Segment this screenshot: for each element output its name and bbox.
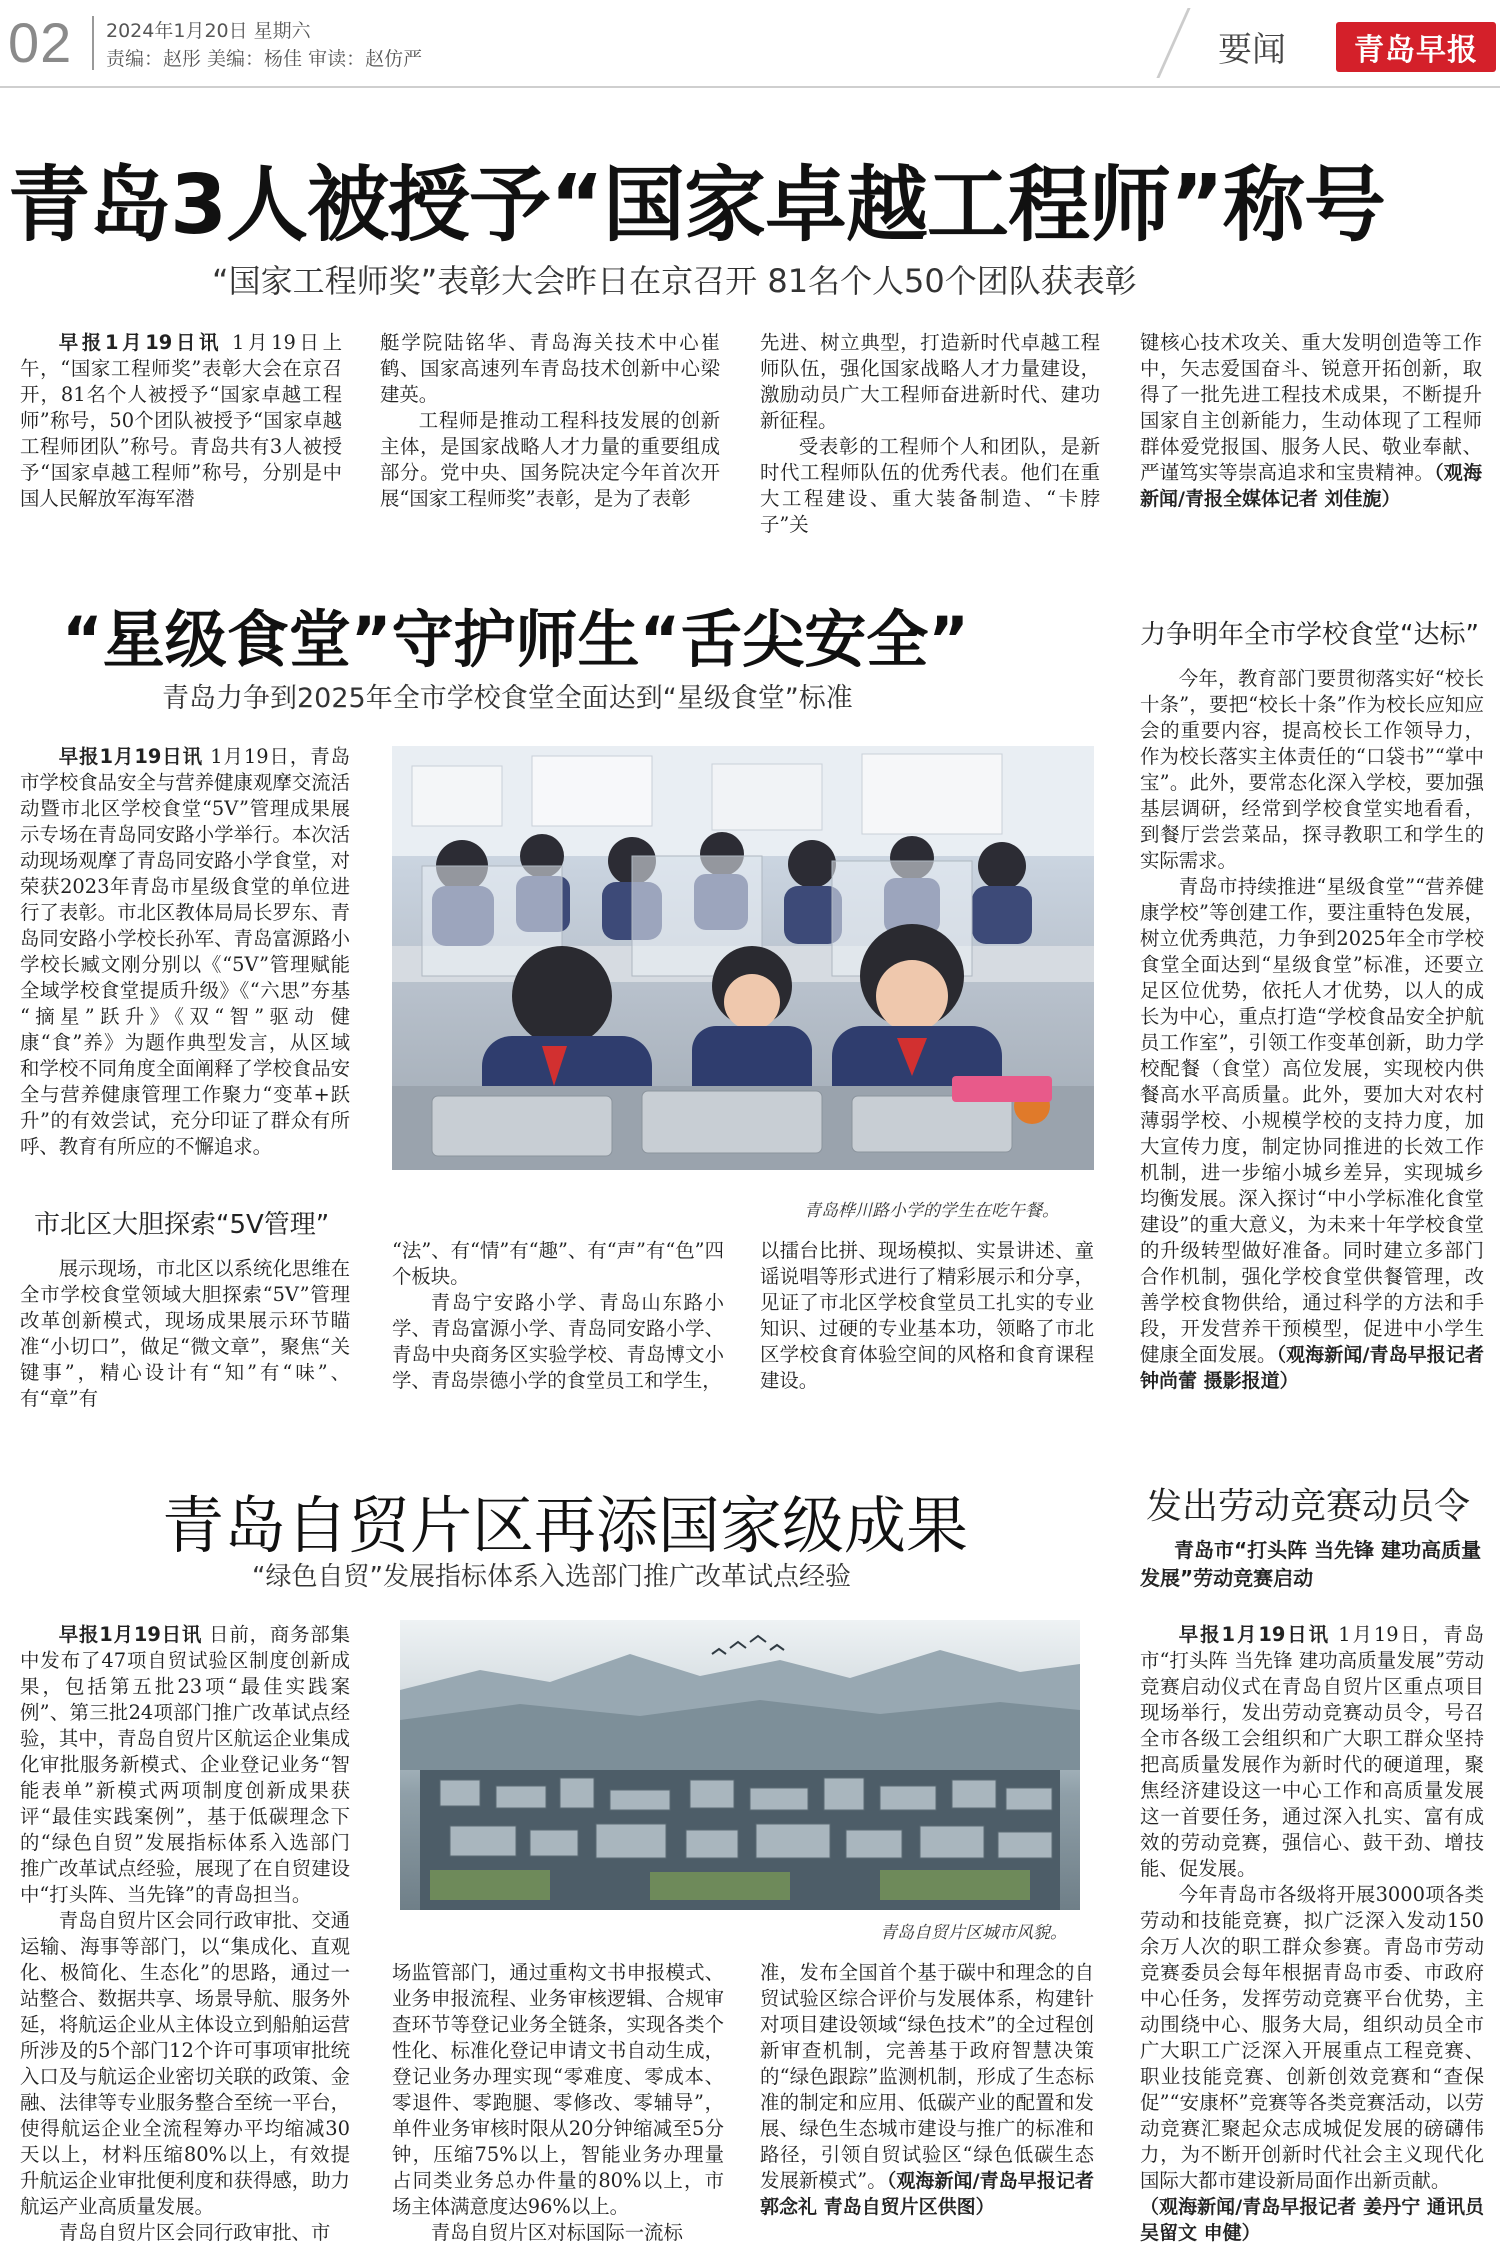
canteen-credit: （观海新闻/青岛早报记者 钟尚蕾 摄影报道） (1140, 1344, 1485, 1392)
canteen-column-3 (760, 1238, 1094, 1392)
ftz-headline: 青岛自贸片区再添国家级成果 (162, 1489, 969, 1562)
dateline: 早报1月19日讯 (58, 331, 223, 354)
ftz-col3-text: 准，发布全国首个基于碳中和理念的自贸试验区综合评价与发展体系，构建针对项目建设领域“绿色技术”的全过程创新审查机制，完善基于政府智慧决策的“绿色跟踪”监测机制，形成了生态标准的制定和应用、低碳产业的配置和发展、绿色生态城市建设与推广的标准和路径，引领自贸试验区“绿色低碳生态发展新模式”。 (760, 1961, 1094, 2192)
dateline: 早报1月19日讯 (1178, 1623, 1331, 1646)
engineers-column-1 (20, 330, 342, 516)
ftz-credit: （观海新闻/青岛早报记者 郭念礼 青岛自贸片区供图） (760, 2170, 1094, 2218)
canteen-side-column (1140, 666, 1484, 1394)
canteen-side-p2: 青岛市持续推进“星级食堂”“营养健康学校”等创建工作，要注重特色发展，树立优秀典范，力争到2025年全市学校食堂全面达到“星级食堂”标准，还要立足区位优势，依托人才优势，以人的成长为中心，重点打造“学校食品安全护航员工作室”，引领工作变革创新，助力学校配餐（食堂）高位发展，实现校内供餐高水平高质量。此外，要加大对农村薄弱学校、小规模学校的支持力度，加大宣传力度，制定协同推进的长效工作机制，进一步缩小城乡差异，实现城乡均衡发展。深入探讨“中小学标准化食堂建设”的重大意义，为未来十年学校食堂的升级转型做好准备。同时建立多部门合作机制，强化学校食堂供餐管理，改善学校食物供给，通过科学的方法和手段，开发营养干预模型，促进中小学生健康全面发展。 (1140, 875, 1484, 1366)
ftz-column-3 (760, 1960, 1094, 2226)
ftz-col1-p1: 日前，商务部集中发布了47项自贸试验区制度创新成果，包括第五批23项“最佳实践案例”、第三批24项部门推广改革试点经验，其中，青岛自贸片区航运企业集成化审批服务新模式、企业登记业务“智能表单”新模式两项制度创新成果获评“最佳实践案例”，基于低碳理念下的“绿色自贸”发展指标体系入选部门推广改革试点经验，展现了在自贸建设中“打头阵、当先锋”的青岛担当。 (20, 1623, 350, 1906)
canteen-column-2 (392, 1238, 724, 1392)
engineers-col1-text: 1月19日上午，“国家工程师奖”表彰大会在京召开，81名个人被授予“国家卓越工程师”称号，50个团队被授予“国家卓越工程师团队”称号。青岛共有3人被授予“国家卓越工程师”称号，分别是中国人民解放军海军潜 (20, 331, 343, 510)
labor-subheadline: 青岛市“打头阵 当先锋 建功高质量发展”劳动竞赛启动 (1140, 1538, 1482, 1590)
ftz-col2-p1: 场监管部门，通过重构文书申报模式、业务申报流程、业务审核逻辑、合规审查环节等登记业务全链条，实现各类个性化、标准化登记申请文书自动生成，登记业务办理实现“零难度、零成本、零退件、零跑腿、零修改、零辅导”，单件业务审核时限从20分钟缩减至5分钟，压缩75%以上，智能业务办理量占同类业务总办件量的80%以上，市场主体满意度达96%以上。 (392, 1961, 724, 2218)
masthead-rule (0, 86, 1500, 88)
canteen-side-head: 力争明年全市学校食堂“达标” (1140, 620, 1479, 650)
canteen-col1-p2: 展示现场，市北区以系统化思维在全市学校食堂领域大胆探索“5V”管理改革创新模式，现场成果展示环节瞄准“小切口”，做足“微文章”，聚焦“关键事”，精心设计有“知”有“味”、有“章”有 (20, 1257, 350, 1410)
engineers-column-3 (760, 330, 1100, 536)
section-name: 要闻 (1218, 30, 1286, 70)
engineers-col3-p2: 受表彰的工程师个人和团队，是新时代工程师队伍的优秀代表。他们在重大工程建设、重大装备制造、“卡脖子”关 (760, 435, 1100, 536)
canteen-photo-caption: 青岛桦川路小学的学生在吃午餐。 (804, 1201, 1059, 1221)
engineers-col3-p1: 先进、树立典型，打造新时代卓越工程师队伍，强化国家战略人才力量建设，激励动员广大工程师奋进新时代、建功新征程。 (760, 331, 1100, 432)
canteen-subhead-5v: 市北区大胆探索“5V管理” (34, 1210, 330, 1240)
labor-p1: 1月19日，青岛市“打头阵 当先锋 建功高质量发展”劳动竞赛启动仪式在青岛自贸片区重点项目现场举行，发出劳动竞赛动员令，号召全市各级工会组织和广大职工群众坚持把高质量发展作为新时代的硬道理，聚焦经济建设这一中心工作和高质量发展这一首要任务，通过深入扎实、富有成效的劳动竞赛，强信心、鼓干劲、增技能、促发展。 (1140, 1623, 1484, 1880)
labor-column (1140, 1622, 1484, 2244)
editor-credits: 责编：赵彤 美编：杨佳 审读：赵仿严 (106, 48, 423, 70)
ftz-col2-p2: 青岛自贸片区对标国际一流标 (430, 2221, 683, 2244)
ftz-city-illustration (400, 1620, 1080, 1910)
ftz-col1-p2: 青岛自贸片区会同行政审批、交通运输、海事等部门，以“集成化、直观化、极简化、生态化”的思路，通过一站整合、数据共享、场景导航、服务外延，将航运企业从主体设立到船舶运营所涉及的5个部门12个许可事项审批统入口及与航运企业密切关联的政策、金融、法律等专业服务整合至统一平台，使得航运企业全流程筹办平均缩减30天以上，材料压缩80%以上，有效提升航运企业审批便利度和获得感，助力航运产业高质量发展。 (20, 1909, 350, 2218)
canteen-photo-illustration (392, 746, 1094, 1170)
paper-logo: 青岛早报 (1336, 22, 1496, 72)
canteen-col1-p1: 1月19日，青岛市学校食品安全与营养健康观摩交流活动暨市北区学校食堂“5V”管理成果展示专场在青岛同安路小学举行。本次活动现场观摩了青岛同安路小学食堂，对荣获2023年青岛市星级食堂的单位进行了表彰。市北区教体局局长罗东、青岛同安路小学校长孙军、青岛富源路小学校长臧文刚分别以《“5V”管理赋能全域学校食堂提质升级》《“六思”夯基 “摘星”跃升》《双“智”驱动 健康“食”养》为题作典型发言，从区域和学校不同角度全面阐释了学校食品安全与营养健康管理工作聚力“变革+跃升”的有效尝试，充分印证了群众有所呼、教育有所应的不懈追求。 (20, 745, 350, 1158)
dateline: 早报1月19日讯 (58, 1623, 203, 1646)
engineers-column-2 (380, 330, 720, 516)
ftz-city-photo (400, 1620, 1080, 1910)
canteen-subheadline: 青岛力争到2025年全市学校食堂全面达到“星级食堂”标准 (162, 683, 853, 714)
canteen-col2-p1: “法”、有“情”有“趣”、有“声”有“色”四个板块。 (392, 1239, 724, 1288)
engineers-col2-p1: 艇学院陆铭华、青岛海关技术中心崔鹤、国家高速列车青岛技术创新中心梁建英。 (380, 331, 720, 406)
ftz-subheadline: “绿色自贸”发展指标体系入选部门推广改革试点经验 (252, 1562, 851, 1592)
masthead-slant-divider (1156, 8, 1190, 78)
labor-headline: 发出劳动竞赛动员令 (1146, 1486, 1471, 1527)
engineers-credit: （观海新闻/青报全媒体记者 刘佳旎） (1140, 462, 1482, 510)
canteen-column-1 (20, 744, 350, 1184)
page-number: 02 (8, 11, 73, 74)
issue-date: 2024年1月20日 星期六 (106, 20, 311, 42)
canteen-column-1b (20, 1256, 350, 1410)
ftz-col1-p3: 青岛自贸片区会同行政审批、市 (58, 2221, 331, 2244)
ftz-column-1 (20, 1622, 350, 2244)
engineers-column-4 (1140, 330, 1482, 516)
canteen-side-p1: 今年，教育部门要贯彻落实好“校长十条”，要把“校长十条”作为校长应知应会的重要内容，提高校长工作领导力，作为校长落实主体责任的“口袋书”“掌中宝”。此外，要常态化深入学校，要加强基层调研，经常到学校食堂实地看看，到餐厅尝尝菜品，探寻教职工和学生的实际需求。 (1140, 667, 1484, 872)
labor-credit: （观海新闻/青岛早报记者 姜丹宁 通讯员 吴留文 申健） (1140, 2196, 1484, 2244)
canteen-photo (392, 746, 1094, 1170)
engineers-subheadline: “国家工程师奖”表彰大会昨日在京召开 81名个人50个团队获表彰 (212, 262, 1137, 300)
labor-p2: 今年青岛市各级将开展3000项各类劳动和技能竞赛，拟广泛深入发动150余万人次的职工群众参赛。青岛市劳动竞赛委员会每年根据青岛市委、市政府中心任务，发挥劳动竞赛平台优势，主动围绕中心、服务大局，组织动员全市广大职工广泛深入开展重点工程竞赛、职业技能竞赛、创新创效竞赛和“查保促”“安康杯”竞赛等各类竞赛活动，以劳动竞赛汇聚起众志成城促发展的磅礴伟力，为不断开创新时代社会主义现代化国际大都市建设新局面作出新贡献。 (1140, 1883, 1484, 2192)
engineers-col4-text: 键核心技术攻关、重大发明创造等工作中，矢志爱国奋斗、锐意开拓创新，取得了一批先进工程技术成果，不断提升国家自主创新能力，生动体现了工程师群体爱党报国、服务人民、敬业奉献、严谨笃实等崇高追求和宝贵精神。 (1140, 331, 1482, 484)
ftz-column-2 (392, 1960, 724, 2244)
canteen-col2-p2: 青岛宁安路小学、青岛山东路小学、青岛富源小学、青岛同安路小学、青岛中央商务区实验学校、青岛博文小学、青岛崇德小学的食堂员工和学生， (392, 1291, 724, 1392)
masthead-divider (92, 16, 94, 70)
canteen-headline: “星级食堂”守护师生“舌尖安全” (62, 603, 969, 676)
dateline: 早报1月19日讯 (58, 745, 204, 768)
engineers-headline: 青岛3人被授予“国家卓越工程师”称号 (8, 158, 1385, 253)
canteen-col3-text: 以擂台比拼、现场模拟、实景讲述、童谣说唱等形式进行了精彩展示和分享，见证了市北区学校食堂员工扎实的专业知识、过硬的专业基本功，领略了市北区学校食育体验空间的风格和食育课程建设。 (760, 1239, 1094, 1392)
engineers-col2-p2: 工程师是推动工程科技发展的创新主体，是国家战略人才力量的重要组成部分。党中央、国务院决定今年首次开展“国家工程师奖”表彰，是为了表彰 (380, 409, 720, 510)
ftz-photo-caption: 青岛自贸片区城市风貌。 (880, 1923, 1067, 1943)
